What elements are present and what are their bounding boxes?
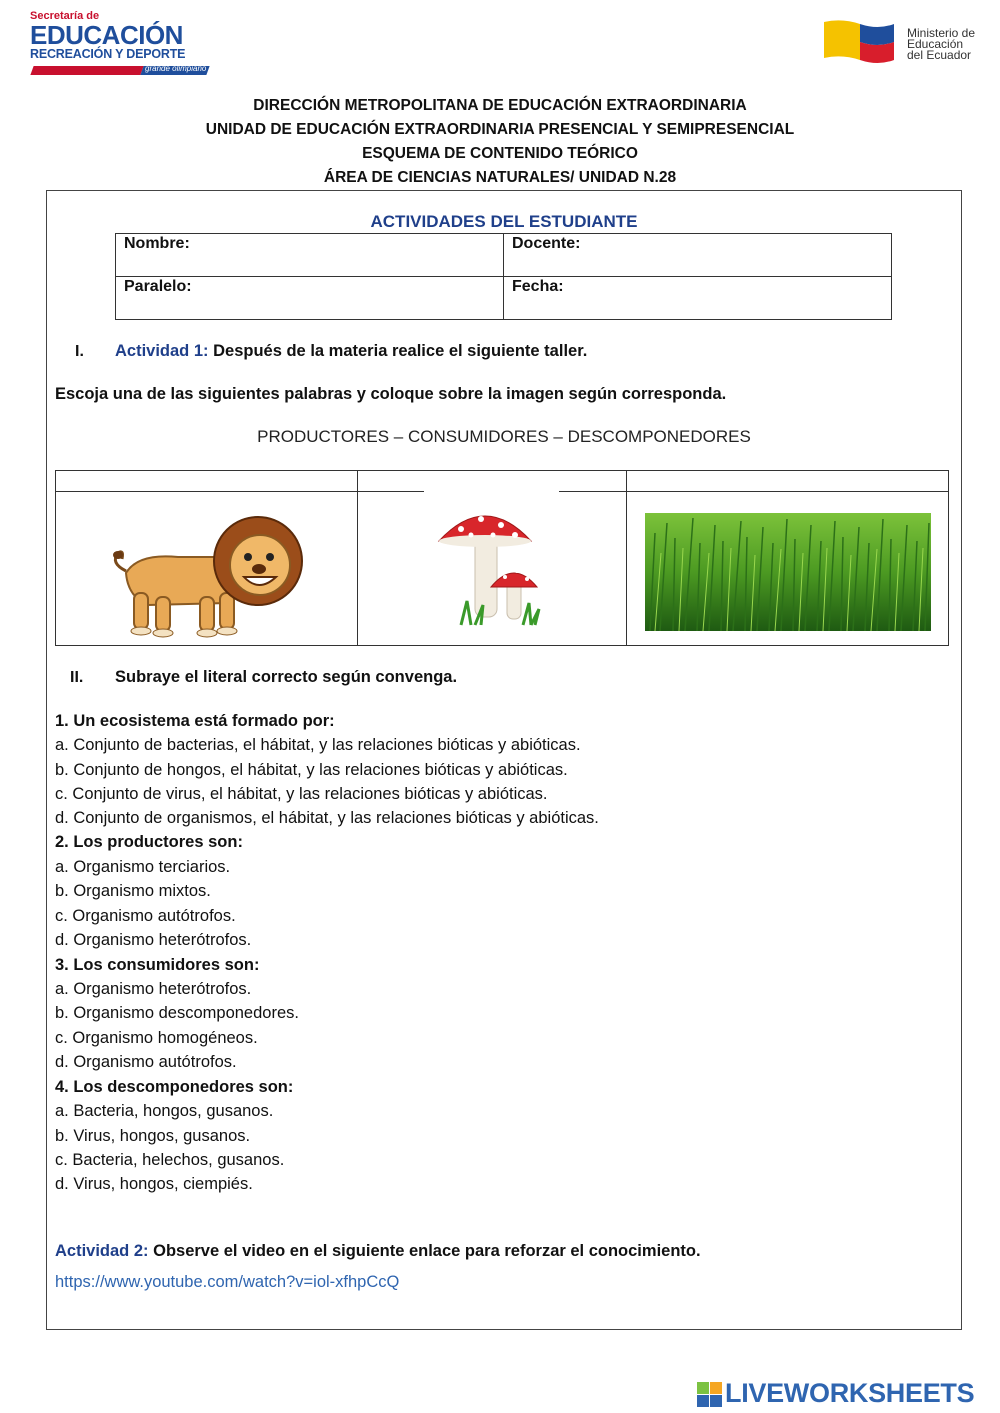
activity-2-heading bbox=[55, 1242, 701, 1261]
question-3-option-d[interactable]: d. Organismo autótrofos. bbox=[55, 1053, 237, 1071]
logo-flag-bar bbox=[30, 64, 208, 76]
ecuador-flag-icon bbox=[822, 18, 902, 74]
question-1-option-b[interactable]: b. Conjunto de hongos, el hábitat, y las relaciones bióticas y abióticas. bbox=[55, 761, 568, 779]
ministerio-educacion-logo bbox=[822, 18, 992, 74]
liveworksheets-text: LIVEWORKSHEETS bbox=[725, 1378, 975, 1408]
section-1-numeral: I. bbox=[75, 343, 84, 360]
question-4-option-c[interactable]: c. Bacteria, helechos, gusanos. bbox=[55, 1151, 285, 1169]
nombre-field[interactable]: Nombre: bbox=[116, 234, 504, 277]
answer-slot-grass[interactable] bbox=[630, 473, 946, 489]
question-4-option-d[interactable]: d. Virus, hongos, ciempiés. bbox=[55, 1175, 253, 1193]
activity-2-label: Actividad 2: bbox=[55, 1242, 149, 1260]
activity-1-label: Actividad 1: bbox=[115, 342, 209, 360]
question-2-option-a[interactable]: a. Organismo terciarios. bbox=[55, 858, 231, 876]
fecha-field[interactable]: Fecha: bbox=[504, 277, 892, 320]
question-1: 1. Un ecosistema está formado por: bbox=[55, 712, 335, 730]
question-2-option-d[interactable]: d. Organismo heterótrofos. bbox=[55, 931, 252, 949]
video-link[interactable]: https://www.youtube.com/watch?v=iol-xfhpCcQ bbox=[55, 1273, 400, 1291]
answer-slot-lion[interactable] bbox=[60, 473, 354, 489]
logo-line-1: Secretaría de bbox=[30, 10, 100, 22]
activity-2-text: Observe el video en el siguiente enlace para reforzar el conocimiento. bbox=[148, 1242, 701, 1260]
paralelo-field[interactable]: Paralelo: bbox=[116, 277, 504, 320]
question-3-option-b[interactable]: b. Organismo descomponedores. bbox=[55, 1004, 299, 1022]
question-1-option-d[interactable]: d. Conjunto de organismos, el hábitat, y las relaciones bióticas y abióticas. bbox=[55, 809, 599, 827]
question-2-option-b[interactable]: b. Organismo mixtos. bbox=[55, 882, 211, 900]
question-3: 3. Los consumidores son: bbox=[55, 956, 260, 974]
question-1-option-a[interactable]: a. Conjunto de bacterias, el hábitat, y las relaciones bióticas y abióticas. bbox=[55, 736, 581, 754]
image-classification-table bbox=[55, 470, 949, 646]
lion-image bbox=[108, 513, 304, 639]
question-2: 2. Los productores son: bbox=[55, 833, 243, 851]
header-line-4: ÁREA DE CIENCIAS NATURALES/ UNIDAD N.28 bbox=[323, 169, 677, 186]
activity-1-instruction: Escoja una de las siguientes palabras y coloque sobre la imagen según corresponda. bbox=[55, 385, 727, 403]
activity-1-heading bbox=[115, 342, 587, 361]
question-4: 4. Los descomponedores son: bbox=[55, 1078, 294, 1096]
logo-line-2: EDUCACIÓN bbox=[30, 20, 183, 50]
question-1-option-c[interactable]: c. Conjunto de virus, el hábitat, y las relaciones bióticas y abióticas. bbox=[55, 785, 548, 803]
activity-1-text: Después de la materia realice el siguiente taller. bbox=[208, 342, 588, 360]
header-line-1: DIRECCIÓN METROPOLITANA DE EDUCACIÓN EXTRAORDINARIA bbox=[253, 97, 747, 114]
student-info-table bbox=[115, 233, 892, 320]
liveworksheets-logo-icon bbox=[697, 1382, 723, 1408]
answer-slot-mushroom[interactable] bbox=[361, 473, 623, 489]
question-4-option-b[interactable]: b. Virus, hongos, gusanos. bbox=[55, 1127, 251, 1145]
activities-title: ACTIVIDADES DEL ESTUDIANTE bbox=[370, 212, 638, 231]
secretaria-educacion-logo bbox=[30, 10, 215, 72]
grass-image bbox=[645, 513, 931, 631]
question-2-option-c[interactable]: c. Organismo autótrofos. bbox=[55, 907, 236, 925]
logo-signature: grande olimpiano bbox=[145, 64, 207, 73]
docente-field[interactable]: Docente: bbox=[504, 234, 892, 277]
question-4-option-a[interactable]: a. Bacteria, hongos, gusanos. bbox=[55, 1102, 274, 1120]
header-line-2: UNIDAD DE EDUCACIÓN EXTRAORDINARIA PRESENCIAL Y SEMIPRESENCIAL bbox=[205, 121, 795, 138]
mushroom-image bbox=[431, 501, 561, 631]
logo-line-3: RECREACIÓN Y DEPORTE bbox=[30, 47, 186, 61]
word-bank: PRODUCTORES – CONSUMIDORES – DESCOMPONEDORES bbox=[257, 427, 751, 446]
question-3-option-c[interactable]: c. Organismo homogéneos. bbox=[55, 1029, 258, 1047]
question-3-option-a[interactable]: a. Organismo heterótrofos. bbox=[55, 980, 252, 998]
ministerio-text: Ministerio de Educación del Ecuador bbox=[907, 26, 976, 62]
section-2-numeral: II. bbox=[70, 669, 84, 686]
section-2-instruction: Subraye el literal correcto según convenga. bbox=[115, 668, 458, 686]
header-line-3: ESQUEMA DE CONTENIDO TEÓRICO bbox=[362, 145, 638, 162]
